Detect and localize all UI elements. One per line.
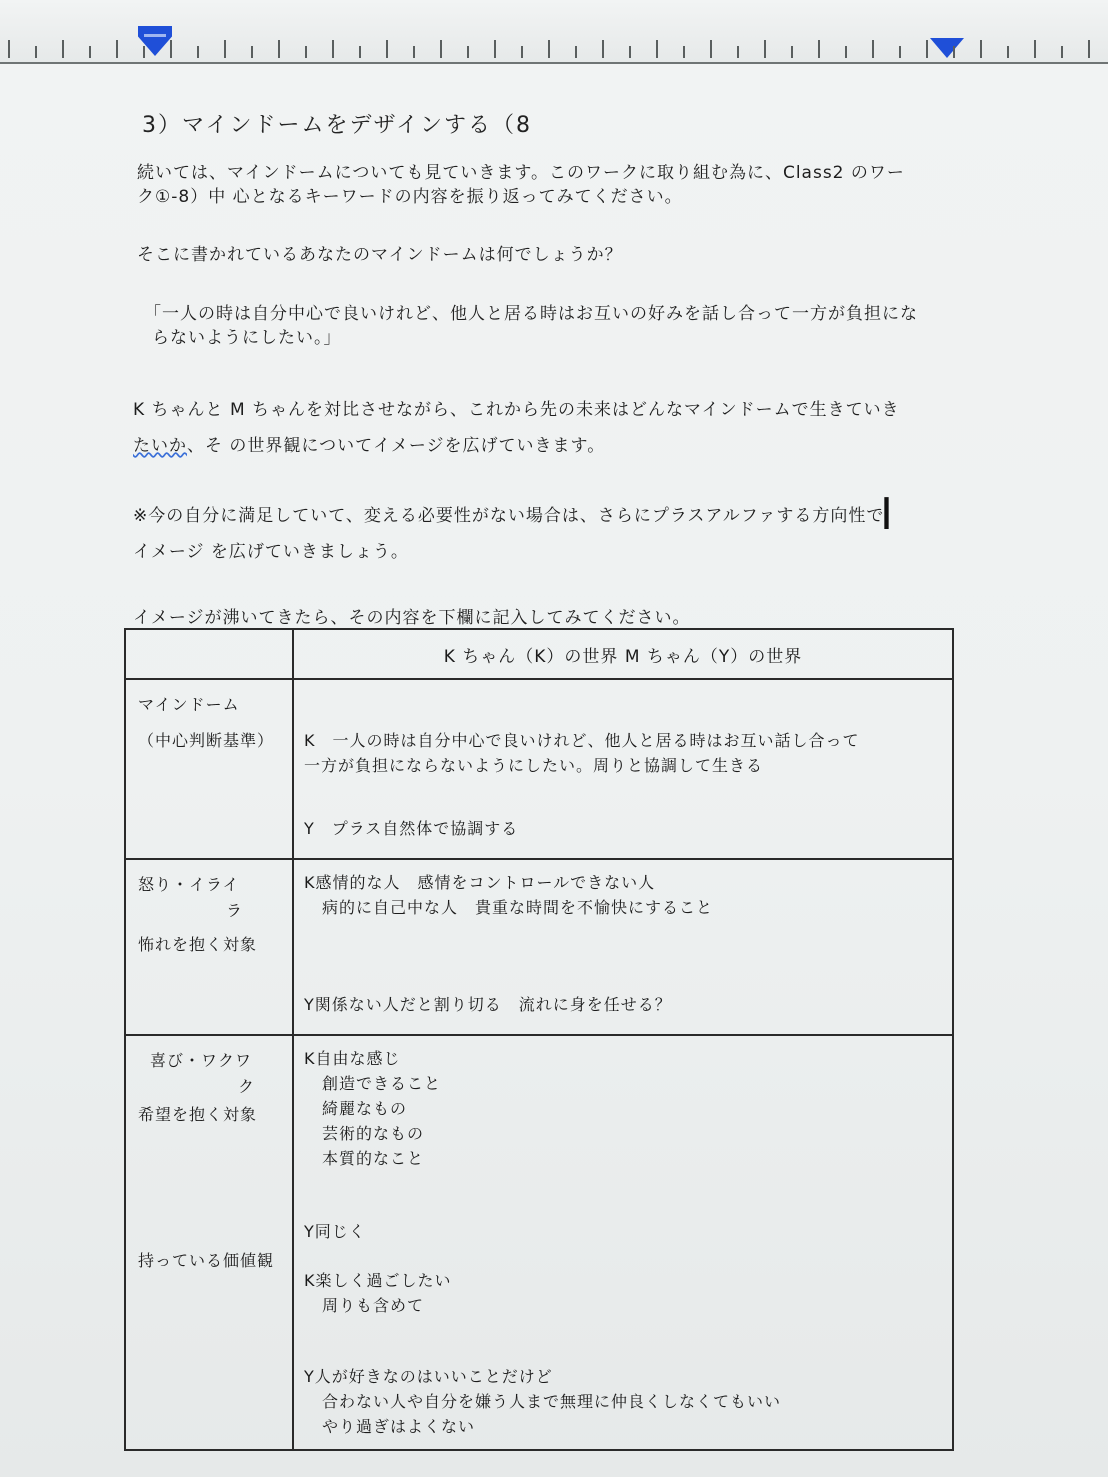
ruler-tick: [899, 46, 901, 58]
note-paragraph: ※今の自分に満足していて、変える必要性がない場合は、さらにプラスアルファする方向性で イメージ を広げていきましょう。: [133, 506, 885, 562]
ruler-tick: [278, 40, 280, 58]
ruler-tick: [143, 46, 145, 58]
ruler-tick: [656, 40, 658, 58]
ruler-tick: [359, 46, 361, 58]
right-indent-marker[interactable]: [930, 38, 964, 58]
ruler-tick: [872, 40, 874, 58]
ruler-tick: [1088, 40, 1090, 58]
spellcheck-underline: たいか: [133, 436, 187, 456]
header-cell: K ちゃん（K）の世界 M ちゃん（Y）の世界: [293, 629, 953, 679]
ruler-tick: [386, 40, 388, 58]
table-row: [125, 859, 953, 1035]
ruler-tick: [116, 40, 118, 58]
ruler-tick: [953, 46, 955, 58]
ruler-tick: [1007, 46, 1009, 58]
ruler-tick: [62, 40, 64, 58]
table-row: [125, 679, 953, 859]
ruler-tick: [170, 40, 172, 58]
question-text: そこに書かれているあなたのマインドームは何でしょうか？: [137, 245, 623, 265]
minddome-answer-cell[interactable]: K 一人の時は自分中心で良いけれど、他人と居る時はお互い話し合って 一方が負担にならないようにしたい。周りと協調して生きる Y プラス自然体で協調する: [293, 679, 953, 859]
header-blank-cell: [125, 629, 293, 679]
ruler-tick: [791, 46, 793, 58]
ruler: [0, 0, 1108, 64]
ruler-tick: [1061, 46, 1063, 58]
ruler-tick: [575, 46, 577, 58]
ruler-tick: [629, 46, 631, 58]
ruler-tick: [683, 46, 685, 58]
ruler-tick: [548, 40, 550, 58]
ruler-tick: [764, 40, 766, 58]
ruler-tick: [332, 40, 334, 58]
row-label-anger: 怒り・イライ ラ 怖れを抱く対象: [125, 859, 293, 1035]
ruler-tick: [710, 40, 712, 58]
ruler-tick: [413, 46, 415, 58]
ruler-tick: [818, 40, 820, 58]
row-label-joy-values: 喜び・ワクワ ク 希望を抱く対象 持っている価値観: [125, 1035, 293, 1450]
quote-paragraph: 「一人の時は自分中心で良いけれど、他人と居る時はお互いの好みを話し合って一方が負担にな らないようにしたい。」: [144, 304, 918, 348]
row-label-minddome: マインドーム （中心判断基準）: [125, 679, 293, 859]
table-row: [125, 1035, 953, 1450]
ruler-tick: [521, 46, 523, 58]
ruler-tick: [926, 40, 928, 58]
ruler-tick: [8, 40, 10, 58]
text-cursor-icon: I: [880, 489, 893, 540]
ruler-tick: [440, 40, 442, 58]
table-header-row: [125, 629, 953, 679]
anger-answer-cell[interactable]: K感情的な人 感情をコントロールできない人 病的に自己中な人 貴重な時間を不愉快にすること Y関係ない人だと割り切る 流れに身を任せる？: [293, 859, 953, 1035]
ruler-tick: [224, 40, 226, 58]
ruler-tick: [737, 46, 739, 58]
intro-paragraph: 続いては、マインドームについても見ていきます。このワークに取り組む為に、Class2 のワー ク①-8）中 心となるキーワードの内容を振り返ってみてください。: [137, 163, 905, 207]
ruler-tick: [251, 46, 253, 58]
ruler-tick: [980, 40, 982, 58]
ruler-tick: [602, 40, 604, 58]
ruler-tick: [197, 46, 199, 58]
ruler-tick: [845, 46, 847, 58]
ruler-tick: [305, 46, 307, 58]
instruction-text: イメージが沸いてきたら、その内容を下欄に記入してみてください。: [133, 608, 691, 628]
section-heading: 3）マインドームをデザインする（8: [142, 113, 533, 138]
joy-values-answer-cell[interactable]: K自由な感じ 創造できること 綺麗なもの 芸術的なもの 本質的なこと Y同じく K楽しく過ごしたい 周りも含めて Y人が好きなのはいいことだけど 合わない人や自分を嫌う人まで無理に仲良くしなくてもいい やり過ぎはよくない: [293, 1035, 953, 1450]
ruler-tick: [467, 46, 469, 58]
ruler-tick: [1034, 40, 1036, 58]
compare-paragraph: K ちゃんと M ちゃんを対比させながら、これから先の未来はどんなマインドームで生きていき たいか、そ の世界観についてイメージを広げていきます。: [133, 400, 900, 456]
worksheet-table: [124, 628, 954, 1451]
ruler-tick: [89, 46, 91, 58]
ruler-tick: [494, 40, 496, 58]
ruler-tick: [35, 46, 37, 58]
